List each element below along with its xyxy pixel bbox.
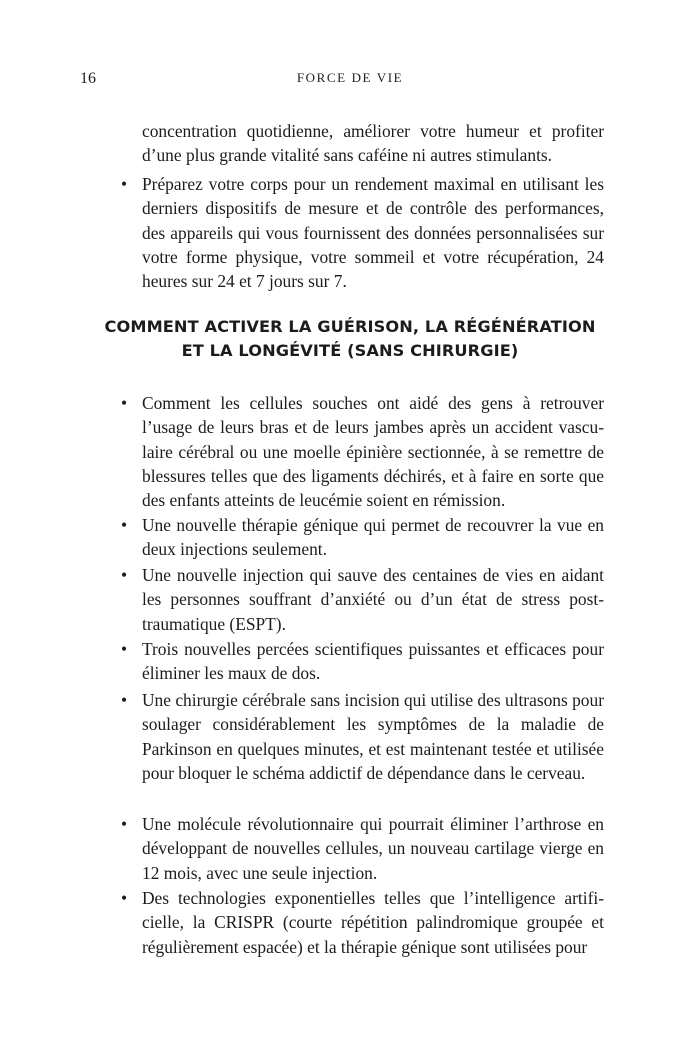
running-title: FORCE DE VIE [296,70,404,85]
bullet-item-arthrosis-molecule: • Une molécule révolutionnaire qui pourrait éliminer l’arthrose en développant de nouvelles cellules, un nouveau cartilage vierge en 12 mois, avec une seule injection. [142,812,604,885]
bullet-item-back-pain: • Trois nouvelles percées scientifiques puissantes et efficaces pour éliminer les maux de dos. [142,637,604,686]
bullet-item-performance-devices: • Préparez votre corps pour un rendement maximal en utilisant les derniers dispositifs de mesure et de contrôle des performances, des appareils qui vous fournissent des données personnalisées sur votre forme physique, votre sommeil et votre récupération, 24 heures sur 24 et 7 jours sur 7. [142,172,604,293]
bullet-item-ultrasound-surgery: • Une chirurgie cérébrale sans incision qui utilise des ultrasons pour soulager considérablement les symptômes de la maladie de Parkinson en quelques minutes, et est maintenant testée et utilisée pour bloquer le schéma addictif de dépendance dans le cerveau. [142,688,604,785]
bullet-item-stem-cells: • Comment les cellules souches ont aidé des gens à retrouver l’usage de leurs bras et de leurs jambes après un accident vasculaire cérébral ou une moelle épinière sectionnée, à se remettre de blessures telles que des ligaments déchirés, et à faire en sorte que des enfants atteints de leucémie soient en rémission. [142,391,604,512]
bullet-item-gene-therapy-vision: • Une nouvelle thérapie génique qui permet de recouvrer la vue en deux injections seulement. [142,513,604,562]
continued-paragraph: concentration quotidienne, améliorer votre humeur et profiter d’une plus grande vitalité sans caféine ni autres stimulants. [142,121,604,166]
running-head [0,70,700,94]
bullet-item-exponential-technologies: • Des technologies exponentielles telles que l’intelligence artificielle, la CRISPR (courte répétition palindromique groupée et régulièrement espacée) et la thérapie génique sont utilisées pour [142,886,604,959]
section-heading-line-1: COMMENT ACTIVER LA GUÉRISON, LA RÉGÉNÉRATION [104,317,596,336]
bullet-item-ptsd-injection: • Une nouvelle injection qui sauve des centaines de vies en aidant les personnes souffrant d’anxiété ou d’un état de stress post-traumatique (ESPT). [142,563,604,636]
page-number: 16 [80,70,96,87]
section-heading-line-2: ET LA LONGÉVITÉ (SANS CHIRURGIE) [181,341,519,360]
section-heading [90,315,610,363]
